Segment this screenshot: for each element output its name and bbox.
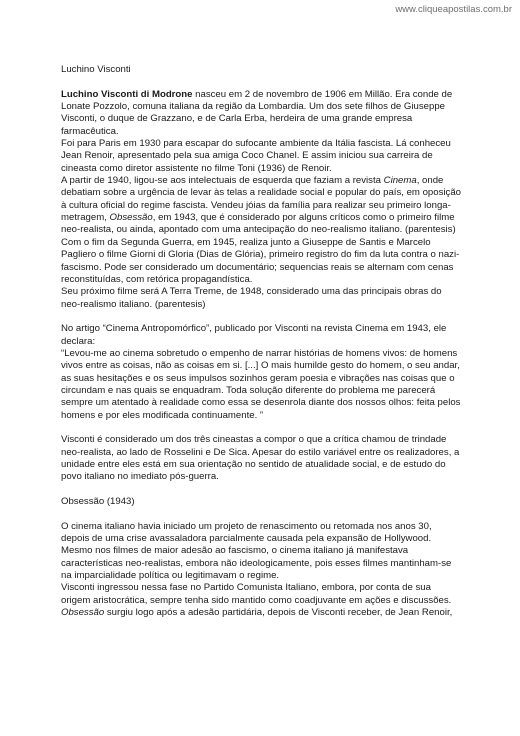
- paragraph-1940-text-c: , em 1943, que é considerado por alguns críticos como o primeiro filme neo-realista, ou ainda, apontado com uma antecipação do neo-realismo italiano. (parentesis): [61, 212, 456, 236]
- paragraph-intro: [61, 89, 461, 138]
- section-heading-obsessao: Obsessão (1943): [61, 496, 135, 508]
- name-bold: Luchino Visconti di Modrone: [61, 88, 193, 100]
- paragraph-cinema-italiano: O cinema italiano havia iniciado um projeto de renascimento ou retomada nos anos 30, depois de uma crise avassaladora parcialmente causada pela expansão de Hollywood. Mesmo nos filmes de maior adesão ao fascismo, o cinema italiano já manifestava características neo-realistas, embora não ideologicamente, pois esses filmes mantinham-se na imparcialidade política ou legitimavam o regime.: [61, 520, 452, 582]
- paragraph-1940-text-a: A partir de 1940, ligou-se aos intelectuais de esquerda que faziam a revista: [61, 175, 384, 187]
- document-body: [61, 64, 461, 619]
- paragraph-partido: Visconti ingressou nessa fase no Partido Comunista Italiano, embora, por conta de sua origem aristocrática, sempre tenha sido mantido como coadjuvante em ações e discussões.: [61, 582, 452, 606]
- paragraph-intro-text: nasceu em 2 de novembro de 1906 em Millão. Era conde de Lonate Pozzolo, comuna italiana da região da Lombardia. Um dos sete filhos de Giuseppe Visconti, o duque de Grazzano, e de Carla Erba, herdeira de uma grande empresa farmacêutica.: [61, 88, 453, 137]
- paragraph-terra-treme: Seu próximo filme será A Terra Treme, de 1948, considerado uma das principais obras do neo-realismo italiano. (parentesis): [61, 286, 442, 310]
- obsessao-italic: Obsessão: [109, 212, 153, 224]
- paragraph-1940: [61, 175, 461, 237]
- paragraph-quote: “Levou-me ao cinema sobretudo o empenho de narrar histórias de homens vivos: de homens vivos entre as coisas, não as coisas em si. [...] O mais humilde gesto do homem, o seu andar, as suas hesitações e os seus impulsos sozinhos geram poesia e vibrações nas coisas que o circundam e nas quais se enquadram. Toda solução diferente do problema me parecerá sempre um atentado à realidade como essa se desenrola diante dos nossos olhos: feita pelos homens e por eles modificada continuamente. ”: [61, 347, 461, 421]
- paragraph-1945: Com o fim da Segunda Guerra, em 1945, realiza junto a Giuseppe de Santis e Marcelo Pagliero o filme Giorni di Gloria (Dias de Glória), primeiro registro do fim da luta contra o nazi-fascismo. Pode ser considerado um documentário; sequencias reais se alternam com cenas reconstituídas, com retórica propagandística.: [61, 236, 460, 285]
- paragraph-trindade: Visconti é considerado um dos três cineastas a compor o que a crítica chamou de trindade neo-realista, ao lado de Rosselini e De Sica. Apesar do estilo variável entre os realizadores, a unidade entre eles está em sua orientação no sentido de atualidade social, e de estudo do povo italiano no imediato pós-guerra.: [61, 434, 460, 483]
- site-url[interactable]: www.cliqueapostilas.com.br: [395, 4, 512, 15]
- paragraph-obsessao-origin: [61, 607, 461, 619]
- paragraph-obsessao-origin-text: surgiu logo após a adesão partidária, depois de Visconti receber, de Jean Renoir,: [104, 607, 453, 619]
- paragraph-article: No artigo “Cinema Antropomórfico”, publicado por Visconti na revista Cinema em 1943, ele declara:: [61, 323, 447, 347]
- obsessao-italic-2: Obsessão: [61, 607, 105, 619]
- paragraph-1940-text-b: , onde debatiam sobre a urgência de levar às telas a realidade social e popular do país, em oposição à cultura oficial do regime fascista. Vendeu jóias da família para realizar seu primeiro longa-metragem,: [61, 175, 461, 224]
- cinema-italic: Cinema: [383, 175, 417, 187]
- document-title: Luchino Visconti: [61, 64, 131, 75]
- paragraph-paris: Foi para Paris em 1930 para escapar do sufocante ambiente da Itália fascista. Lá conheceu Jean Renoir, apresentado pela sua amiga Coco Chanel. E assim iniciou sua carreira de cineasta como diretor assistente no filme Toni (1936) de Renoir.: [61, 138, 451, 174]
